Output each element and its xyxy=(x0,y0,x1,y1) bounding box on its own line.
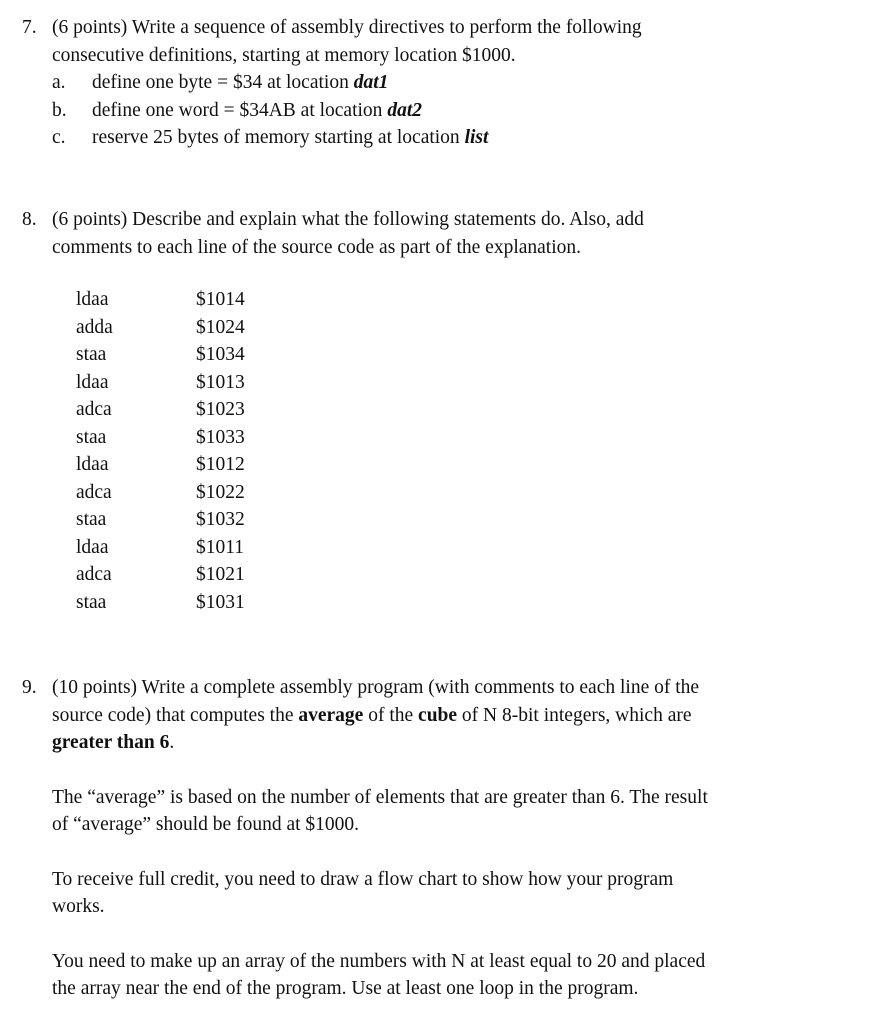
question-7-number: 7. xyxy=(22,17,37,38)
code-line xyxy=(76,369,245,397)
paragraph-line: The “average” is based on the number of elements that are greater than 6. The result xyxy=(52,786,708,808)
question-8-number: 8. xyxy=(22,209,37,230)
question-8-line-2: comments to each line of the source code as part of the explanation. xyxy=(52,236,582,258)
keyword-cube: cube xyxy=(418,704,458,726)
code-line xyxy=(76,286,245,314)
question-7-line-2: consecutive definitions, starting at memory location $1000. xyxy=(52,44,516,66)
code-listing xyxy=(76,286,245,616)
question-8-line-1: (6 points) Describe and explain what the following statements do. Also, add xyxy=(52,209,644,230)
paragraph-line: of “average” should be found at $1000. xyxy=(52,814,360,835)
item-letter: c. xyxy=(52,127,66,148)
question-9-line-1: (10 points) Write a complete assembly program (with comments to each line of the xyxy=(52,677,700,698)
operand: $1031 xyxy=(196,591,245,613)
code-line xyxy=(76,561,245,589)
code-line xyxy=(76,341,245,369)
operand: $1022 xyxy=(196,481,245,503)
operand: $1021 xyxy=(196,564,245,585)
question-7-item-a xyxy=(52,69,872,97)
code-line xyxy=(76,534,245,562)
item-letter: b. xyxy=(52,99,67,121)
paragraph-line: You need to make up an array of the numbers with N at least equal to 20 and placed xyxy=(52,950,706,972)
operand: $1033 xyxy=(196,426,245,448)
code-line xyxy=(76,314,245,342)
text-run: of N 8-bit integers, which are xyxy=(457,704,692,726)
operand: $1023 xyxy=(196,399,245,420)
operand: $1012 xyxy=(196,454,245,475)
question-9-paragraph-flowchart xyxy=(52,866,872,921)
item-text: reserve 25 bytes of memory starting at location xyxy=(92,127,465,148)
keyword-average: average xyxy=(298,704,364,726)
opcode: staa xyxy=(76,344,107,365)
question-7 xyxy=(22,14,872,152)
item-label-list: list xyxy=(464,127,489,148)
code-line xyxy=(76,589,245,617)
opcode: adda xyxy=(76,316,113,338)
code-line xyxy=(76,424,245,452)
opcode: adca xyxy=(76,564,112,585)
code-line xyxy=(76,396,245,424)
text-run: source code) that computes the xyxy=(52,704,299,726)
operand: $1011 xyxy=(196,536,245,558)
text-run: of the xyxy=(363,704,419,726)
item-letter: a. xyxy=(52,72,66,93)
operand: $1024 xyxy=(196,316,245,338)
text-run: . xyxy=(169,732,175,753)
question-9 xyxy=(22,674,872,1003)
operand: $1032 xyxy=(196,509,245,530)
keyword-greater-than-6: greater than 6 xyxy=(52,732,170,753)
operand: $1014 xyxy=(196,289,245,310)
code-line xyxy=(76,451,245,479)
question-9-paragraph-average xyxy=(52,784,872,839)
opcode: adca xyxy=(76,399,112,420)
question-9-number: 9. xyxy=(22,677,37,698)
opcode: ldaa xyxy=(76,289,109,310)
opcode: ldaa xyxy=(76,371,109,393)
paragraph-line: To receive full credit, you need to draw a flow chart to show how your program xyxy=(52,868,674,890)
question-7-item-c xyxy=(52,124,872,152)
operand: $1013 xyxy=(196,371,245,393)
question-7-line-1: (6 points) Write a sequence of assembly directives to perform the following xyxy=(52,17,642,38)
opcode: staa xyxy=(76,509,107,530)
opcode: staa xyxy=(76,426,107,448)
item-label-dat1: dat1 xyxy=(353,72,389,93)
code-line xyxy=(76,506,245,534)
question-9-line-3 xyxy=(52,729,872,757)
code-line xyxy=(76,479,245,507)
opcode: adca xyxy=(76,481,112,503)
opcode: ldaa xyxy=(76,454,109,475)
item-text: define one word = $34AB at location xyxy=(92,99,388,121)
question-9-line-2 xyxy=(52,702,872,730)
item-text: define one byte = $34 at location xyxy=(92,72,354,93)
question-9-paragraph-array xyxy=(52,948,872,1003)
opcode: staa xyxy=(76,591,107,613)
paragraph-line: works. xyxy=(52,896,105,917)
opcode: ldaa xyxy=(76,536,109,558)
question-8 xyxy=(22,206,872,261)
question-7-item-b xyxy=(52,97,872,125)
paragraph-line: the array near the end of the program. Use at least one loop in the program. xyxy=(52,978,639,999)
item-label-dat2: dat2 xyxy=(387,99,422,121)
operand: $1034 xyxy=(196,344,245,365)
